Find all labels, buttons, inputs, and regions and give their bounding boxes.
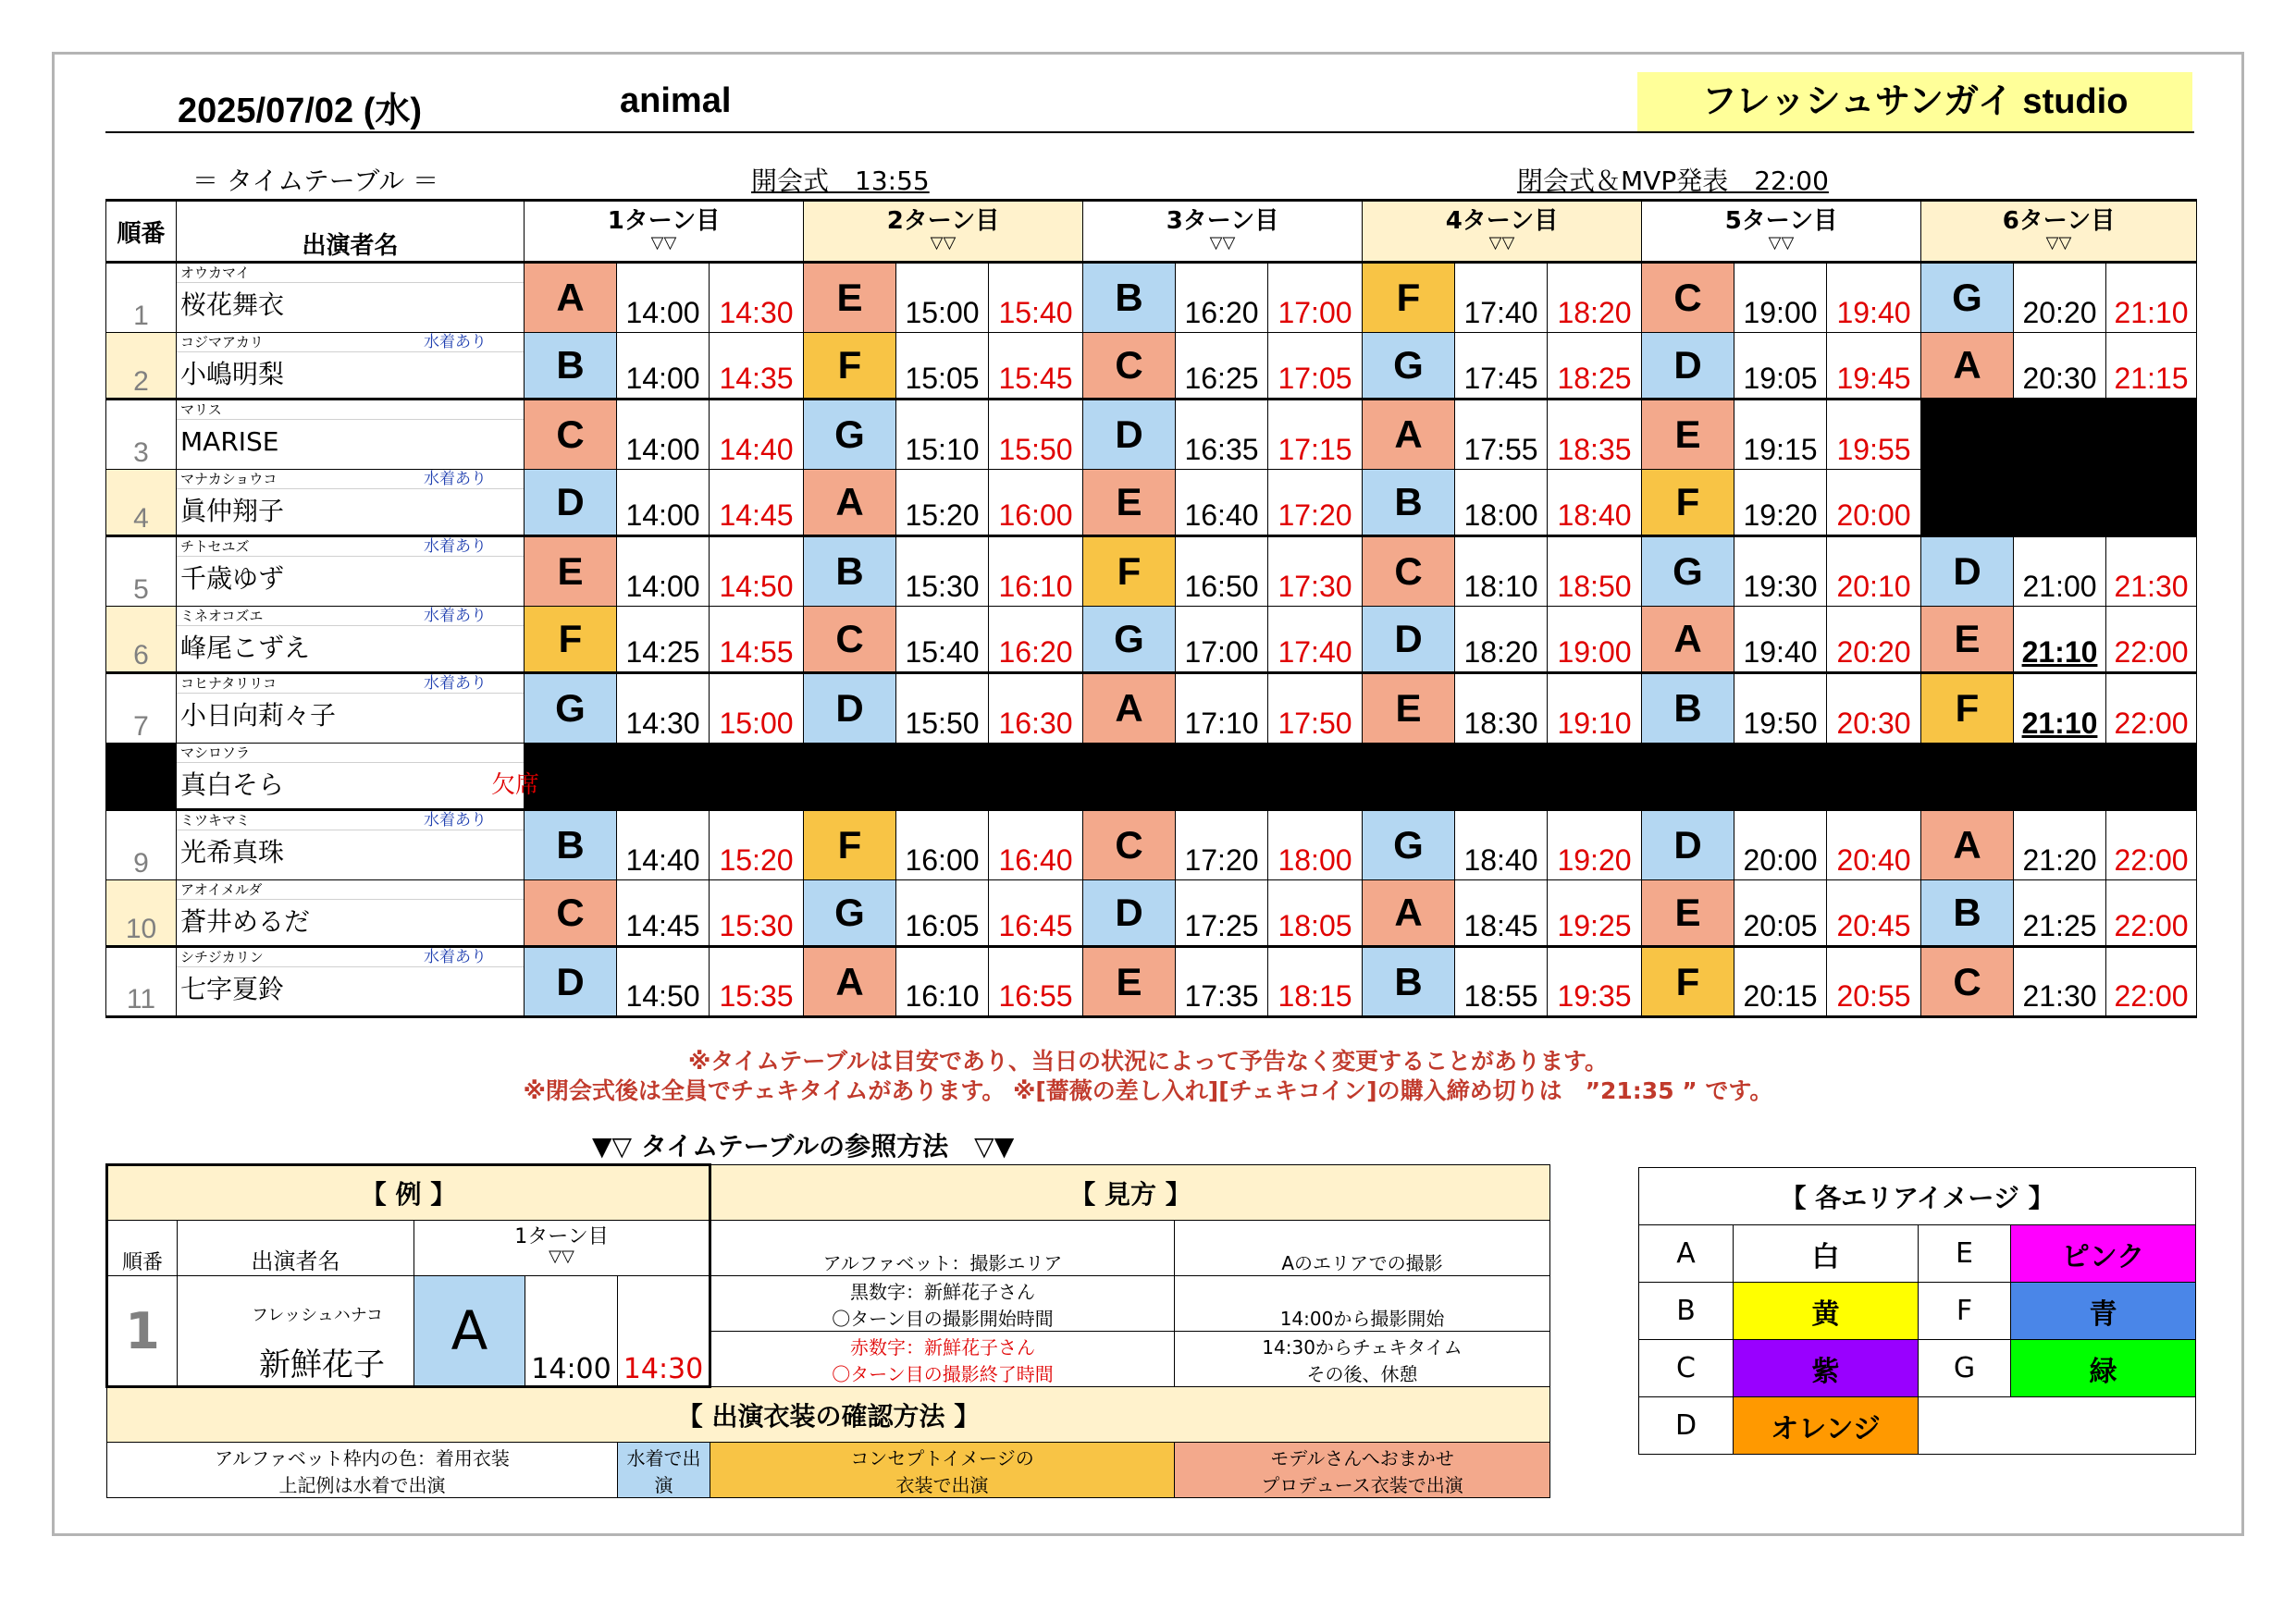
start-time: 18:40 — [1455, 810, 1548, 880]
performer-cell — [177, 673, 525, 744]
area-letter: B — [525, 333, 617, 400]
end-time: 16:40 — [989, 810, 1083, 880]
area-letter: B — [1642, 673, 1734, 744]
costume-desc: アルファベット枠内の色：着用衣装 上記例は水着で出演 — [107, 1443, 618, 1498]
area-letter: G — [1921, 263, 2014, 333]
area-letter: D — [1921, 536, 2014, 607]
performer-cell — [177, 333, 525, 400]
area-letter: D — [1083, 880, 1176, 947]
studio-name: フレッシュサンガイ studio — [1637, 72, 2192, 131]
area-letter: B — [525, 810, 617, 880]
area-letter: B — [1363, 470, 1455, 536]
start-time: 14:00 — [617, 536, 710, 607]
start-time: 15:20 — [896, 470, 989, 536]
row-order: 6 — [106, 607, 177, 673]
example-area: A — [414, 1276, 525, 1387]
end-time: 14:35 — [710, 333, 804, 400]
start-time: 16:25 — [1176, 333, 1268, 400]
costume-concept: コンセプトイメージの 衣装で出演 — [710, 1443, 1175, 1498]
start-time: 18:00 — [1455, 470, 1548, 536]
performer-name: 小日向莉々子 — [180, 700, 337, 731]
end-time: 17:50 — [1268, 673, 1363, 744]
end-time: 19:35 — [1548, 947, 1642, 1017]
start-time: 17:40 — [1455, 263, 1548, 333]
performer-cell — [177, 744, 540, 810]
area-letter: F — [804, 333, 896, 400]
header-divider — [105, 131, 2194, 133]
performer-cell — [177, 263, 525, 333]
swimsuit-badge: 水着あり — [424, 811, 487, 830]
start-time: 18:20 — [1455, 607, 1548, 673]
performer-kana: チトセユズ 水着あり — [177, 537, 524, 557]
start-time: 17:20 — [1176, 810, 1268, 880]
area-letter: C — [1083, 333, 1176, 400]
start-time: 18:10 — [1455, 536, 1548, 607]
end-time: 14:45 — [710, 470, 804, 536]
end-time: 14:40 — [710, 400, 804, 470]
row-order: 1 — [106, 263, 177, 333]
legend-swatch: 緑 — [2011, 1340, 2196, 1397]
swimsuit-badge: 水着あり — [424, 948, 487, 966]
end-time: 20:30 — [1827, 673, 1921, 744]
performer-name: 桜花舞衣 — [180, 289, 285, 320]
area-letter: A — [1921, 333, 2014, 400]
start-time: 21:30 — [2014, 947, 2106, 1017]
col-name-header: 出演者名 — [177, 201, 525, 263]
end-time: 14:55 — [710, 607, 804, 673]
end-time: 17:30 — [1268, 536, 1363, 607]
area-letter: F — [525, 607, 617, 673]
example-name-cell — [178, 1276, 414, 1387]
performer-kana: オウカマイ — [177, 264, 524, 283]
area-letter: A — [1083, 673, 1176, 744]
area-letter: B — [1083, 263, 1176, 333]
start-time: 17:35 — [1176, 947, 1268, 1017]
start-time: 21:10 — [2014, 607, 2106, 673]
end-time: 18:40 — [1548, 470, 1642, 536]
howto-r2a: 黒数字：新鮮花子さん 〇ターン目の撮影開始時間 — [710, 1276, 1175, 1332]
end-time: 20:40 — [1827, 810, 1921, 880]
start-time: 19:20 — [1734, 470, 1827, 536]
start-time: 15:00 — [896, 263, 989, 333]
end-time: 16:00 — [989, 470, 1083, 536]
start-time: 16:20 — [1176, 263, 1268, 333]
swimsuit-badge: 水着あり — [424, 607, 487, 625]
end-time: 15:20 — [710, 810, 804, 880]
performer-cell — [177, 536, 525, 607]
start-time: 17:25 — [1176, 880, 1268, 947]
legend-key: F — [1919, 1283, 2011, 1340]
performer-cell — [177, 607, 525, 673]
start-time: 16:35 — [1176, 400, 1268, 470]
row-order: 2 — [106, 333, 177, 400]
end-time: 18:50 — [1548, 536, 1642, 607]
legend-key: G — [1919, 1340, 2011, 1397]
row-order: 4 — [106, 470, 177, 536]
swimsuit-badge: 水着あり — [424, 674, 487, 693]
row-order: 5 — [106, 536, 177, 607]
performer-name: 小嶋明梨 — [180, 359, 285, 389]
end-time: 19:25 — [1548, 880, 1642, 947]
start-time: 15:50 — [896, 673, 989, 744]
end-time: 18:35 — [1548, 400, 1642, 470]
legend-title: 【 各エリアイメージ 】 — [1639, 1168, 2196, 1225]
turn-header-4: 4ターン目 ▽▽ — [1363, 201, 1642, 263]
start-time: 21:00 — [2014, 536, 2106, 607]
performer-kana: ミネオコズエ 水着あり — [177, 607, 524, 626]
area-letter: G — [1363, 810, 1455, 880]
legend-key: A — [1639, 1225, 1734, 1283]
col-order-header: 順番 — [106, 201, 177, 263]
area-letter: G — [804, 880, 896, 947]
empty-slot — [525, 744, 804, 810]
start-time: 15:05 — [896, 333, 989, 400]
area-letter: E — [1363, 673, 1455, 744]
row-order: 11 — [106, 947, 177, 1017]
end-time: 20:20 — [1827, 607, 1921, 673]
legend-key: C — [1639, 1340, 1734, 1397]
empty-slot — [1363, 744, 1642, 810]
end-time: 20:00 — [1827, 470, 1921, 536]
absent-badge: 欠席 — [491, 771, 540, 799]
performer-name: 千歳ゆず — [180, 563, 285, 594]
row-order: 3 — [106, 400, 177, 470]
performer-cell — [177, 470, 525, 536]
end-time: 17:00 — [1268, 263, 1363, 333]
event-date: 2025/07/02 (水) — [178, 92, 423, 130]
start-time: 16:00 — [896, 810, 989, 880]
start-time: 15:30 — [896, 536, 989, 607]
start-time: 21:20 — [2014, 810, 2106, 880]
performer-name: 七字夏鈴 — [180, 974, 285, 1004]
area-letter: E — [525, 536, 617, 607]
end-time: 14:50 — [710, 536, 804, 607]
end-time: 17:05 — [1268, 333, 1363, 400]
empty-slot — [1921, 400, 2197, 470]
end-time: 17:20 — [1268, 470, 1363, 536]
area-legend — [1638, 1167, 2196, 1455]
swimsuit-badge: 水着あり — [424, 537, 487, 556]
timetable-label: ＝ タイムテーブル ＝ — [192, 166, 439, 196]
end-time: 22:00 — [2106, 607, 2197, 673]
performer-kana: シチジカリン 水着あり — [177, 948, 524, 967]
turn-header-6: 6ターン目 ▽▽ — [1921, 201, 2197, 263]
area-letter: F — [804, 810, 896, 880]
end-time: 21:15 — [2106, 333, 2197, 400]
howto-label: 【 見方 】 — [710, 1165, 1550, 1221]
costume-label: 【 出演衣装の確認方法 】 — [107, 1387, 1550, 1443]
area-letter: G — [804, 400, 896, 470]
empty-slot — [1642, 744, 1921, 810]
performer-cell — [177, 947, 525, 1017]
performer-kana: マナカショウコ 水着あり — [177, 470, 524, 489]
end-time: 15:30 — [710, 880, 804, 947]
start-time: 20:20 — [2014, 263, 2106, 333]
area-letter: E — [1083, 947, 1176, 1017]
end-time: 18:05 — [1268, 880, 1363, 947]
performer-name: 峰尾こずえ — [180, 633, 311, 663]
legend-swatch: 青 — [2011, 1283, 2196, 1340]
end-time: 18:20 — [1548, 263, 1642, 333]
performer-name: 真白そら 欠席 — [177, 763, 524, 807]
example-turn-header: 1ターン目 ▽▽ — [414, 1221, 710, 1276]
area-letter: E — [1642, 400, 1734, 470]
area-letter: D — [1363, 607, 1455, 673]
empty-slot — [1921, 470, 2197, 536]
howto-r1b: Aのエリアでの撮影 — [1175, 1221, 1550, 1276]
area-letter: B — [1921, 880, 2014, 947]
start-time: 15:10 — [896, 400, 989, 470]
end-time: 14:30 — [710, 263, 804, 333]
area-letter: F — [1083, 536, 1176, 607]
area-letter: A — [1363, 880, 1455, 947]
howto-r3b: 14:30からチェキタイム その後、休憩 — [1175, 1332, 1550, 1387]
area-letter: C — [804, 607, 896, 673]
start-time: 21:10 — [2014, 673, 2106, 744]
area-letter: B — [804, 536, 896, 607]
end-time: 19:20 — [1548, 810, 1642, 880]
area-letter: C — [1363, 536, 1455, 607]
row-order: 10 — [106, 880, 177, 947]
turn-header-2: 2ターン目 ▽▽ — [804, 201, 1083, 263]
costume-swim: 水着で出演 — [618, 1443, 710, 1498]
start-time: 20:15 — [1734, 947, 1827, 1017]
legend-empty — [1919, 1397, 2196, 1455]
area-letter: E — [1083, 470, 1176, 536]
performer-kana: コジマアカリ 水着あり — [177, 333, 524, 352]
performer-cell — [177, 400, 525, 470]
example-col-order: 順番 — [107, 1221, 178, 1276]
start-time: 16:50 — [1176, 536, 1268, 607]
end-time: 18:25 — [1548, 333, 1642, 400]
performer-kana: マシロソラ — [177, 744, 524, 763]
start-time: 14:25 — [617, 607, 710, 673]
empty-slot — [1921, 744, 2197, 810]
legend-swatch: 黄 — [1734, 1283, 1919, 1340]
start-time: 17:00 — [1176, 607, 1268, 673]
performer-kana: ミツキマミ 水着あり — [177, 811, 524, 830]
legend-key: D — [1639, 1397, 1734, 1455]
performer-name: 眞仲翔子 — [180, 496, 285, 526]
costume-model: モデルさんへおまかせ プロデュース衣装で出演 — [1175, 1443, 1550, 1498]
area-letter: E — [1642, 880, 1734, 947]
start-time: 18:55 — [1455, 947, 1548, 1017]
area-letter: E — [804, 263, 896, 333]
start-time: 16:05 — [896, 880, 989, 947]
legend-swatch: 紫 — [1734, 1340, 1919, 1397]
start-time: 17:55 — [1455, 400, 1548, 470]
end-time: 19:00 — [1548, 607, 1642, 673]
performer-cell — [177, 880, 525, 947]
end-time: 19:10 — [1548, 673, 1642, 744]
end-time: 19:55 — [1827, 400, 1921, 470]
start-time: 16:10 — [896, 947, 989, 1017]
end-time: 16:55 — [989, 947, 1083, 1017]
end-time: 17:40 — [1268, 607, 1363, 673]
performer-kana: コヒナタリリコ 水着あり — [177, 674, 524, 694]
start-time: 18:30 — [1455, 673, 1548, 744]
area-letter: D — [804, 673, 896, 744]
area-letter: A — [525, 263, 617, 333]
legend-key: B — [1639, 1283, 1734, 1340]
start-time: 20:30 — [2014, 333, 2106, 400]
start-time: 19:05 — [1734, 333, 1827, 400]
area-letter: G — [1083, 607, 1176, 673]
area-letter: G — [1363, 333, 1455, 400]
guide-title: ▼▽ タイムテーブルの参照方法 ▽▼ — [592, 1131, 1015, 1162]
performer-name: 光希真珠 — [180, 837, 285, 867]
area-letter: F — [1642, 947, 1734, 1017]
start-time: 17:10 — [1176, 673, 1268, 744]
example-start: 14:00 — [525, 1276, 618, 1387]
end-time: 22:00 — [2106, 673, 2197, 744]
end-time: 16:20 — [989, 607, 1083, 673]
end-time: 16:10 — [989, 536, 1083, 607]
performer-kana: アオイメルダ — [177, 880, 524, 900]
legend-swatch: 白 — [1734, 1225, 1919, 1283]
start-time: 14:00 — [617, 263, 710, 333]
start-time: 20:00 — [1734, 810, 1827, 880]
end-time: 15:40 — [989, 263, 1083, 333]
legend-key: E — [1919, 1225, 2011, 1283]
area-letter: C — [525, 400, 617, 470]
start-time: 17:45 — [1455, 333, 1548, 400]
start-time: 14:00 — [617, 333, 710, 400]
example-order: 1 — [107, 1276, 178, 1387]
start-time: 19:15 — [1734, 400, 1827, 470]
note-line-1: ※タイムテーブルは目安であり、当日の状況によって予告なく変更することがあります。 — [687, 1048, 1609, 1075]
area-letter: A — [1642, 607, 1734, 673]
end-time: 16:45 — [989, 880, 1083, 947]
legend-swatch: ピンク — [2011, 1225, 2196, 1283]
end-time: 20:45 — [1827, 880, 1921, 947]
opening-time: 開会式 13:55 — [751, 166, 930, 196]
end-time: 15:45 — [989, 333, 1083, 400]
end-time: 21:30 — [2106, 536, 2197, 607]
turn-header-5: 5ターン目 ▽▽ — [1642, 201, 1921, 263]
swimsuit-badge: 水着あり — [424, 470, 487, 488]
swimsuit-badge: 水着あり — [424, 333, 487, 351]
note-line-2: ※閉会式後は全員でチェキタイムがあります。 ※[薔薇の差し入れ][チェキコイン]の購入締め切りは ”21:35 ” です。 — [523, 1077, 1773, 1104]
empty-slot — [1083, 744, 1363, 810]
area-letter: A — [804, 947, 896, 1017]
end-time: 15:35 — [710, 947, 804, 1017]
start-time: 18:45 — [1455, 880, 1548, 947]
example-col-name: 出演者名 — [178, 1221, 414, 1276]
end-time: 15:00 — [710, 673, 804, 744]
legend-swatch: オレンジ — [1734, 1397, 1919, 1455]
end-time: 22:00 — [2106, 880, 2197, 947]
area-letter: D — [1083, 400, 1176, 470]
start-time: 20:05 — [1734, 880, 1827, 947]
example-name: 新鮮花子 — [259, 1346, 385, 1383]
area-letter: C — [1921, 947, 2014, 1017]
performer-name: 蒼井めるだ — [180, 906, 311, 937]
start-time: 21:25 — [2014, 880, 2106, 947]
performer-kana: マリス — [177, 400, 524, 420]
start-time: 19:30 — [1734, 536, 1827, 607]
area-letter: D — [525, 470, 617, 536]
area-letter: A — [1363, 400, 1455, 470]
start-time: 19:00 — [1734, 263, 1827, 333]
end-time: 19:45 — [1827, 333, 1921, 400]
howto-r1a: アルファベット：撮影エリア — [710, 1221, 1175, 1276]
start-time: 15:40 — [896, 607, 989, 673]
closing-time: 閉会式＆MVP発表 22:00 — [1517, 166, 1829, 196]
area-letter: F — [1921, 673, 2014, 744]
end-time: 18:00 — [1268, 810, 1363, 880]
timetable — [105, 199, 2197, 1018]
start-time: 19:50 — [1734, 673, 1827, 744]
performer-name: MARISE — [180, 426, 279, 457]
start-time: 19:40 — [1734, 607, 1827, 673]
area-letter: A — [804, 470, 896, 536]
start-time: 14:45 — [617, 880, 710, 947]
start-time: 14:00 — [617, 400, 710, 470]
area-letter: C — [525, 880, 617, 947]
start-time: 14:40 — [617, 810, 710, 880]
end-time: 20:55 — [1827, 947, 1921, 1017]
end-time: 22:00 — [2106, 810, 2197, 880]
area-letter: B — [1363, 947, 1455, 1017]
area-letter: D — [1642, 333, 1734, 400]
start-time: 16:40 — [1176, 470, 1268, 536]
performer-cell — [177, 810, 525, 880]
start-time: 14:30 — [617, 673, 710, 744]
event-theme: animal — [620, 81, 732, 120]
example-kana: フレッシュハナコ — [252, 1306, 384, 1325]
area-letter: E — [1921, 607, 2014, 673]
area-letter: G — [1642, 536, 1734, 607]
area-letter: G — [525, 673, 617, 744]
end-time: 22:00 — [2106, 947, 2197, 1017]
end-time: 18:15 — [1268, 947, 1363, 1017]
end-time: 16:30 — [989, 673, 1083, 744]
turn-header-1: 1ターン目 ▽▽ — [525, 201, 804, 263]
area-letter: A — [1921, 810, 2014, 880]
area-letter: C — [1083, 810, 1176, 880]
reference-guide — [105, 1163, 1550, 1498]
example-label: 【 例 】 — [107, 1165, 710, 1221]
end-time: 17:15 — [1268, 400, 1363, 470]
end-time: 19:40 — [1827, 263, 1921, 333]
area-letter: C — [1642, 263, 1734, 333]
start-time: 14:00 — [617, 470, 710, 536]
turn-header-3: 3ターン目 ▽▽ — [1083, 201, 1363, 263]
example-end: 14:30 — [618, 1276, 710, 1387]
end-time: 20:10 — [1827, 536, 1921, 607]
empty-slot — [804, 744, 1083, 810]
start-time: 14:50 — [617, 947, 710, 1017]
row-order — [106, 744, 177, 810]
howto-r3a: 赤数字：新鮮花子さん 〇ターン目の撮影終了時間 — [710, 1332, 1175, 1387]
area-letter: D — [1642, 810, 1734, 880]
end-time: 21:10 — [2106, 263, 2197, 333]
area-letter: D — [525, 947, 617, 1017]
area-letter: F — [1642, 470, 1734, 536]
row-order: 7 — [106, 673, 177, 744]
howto-r2b: 14:00から撮影開始 — [1175, 1276, 1550, 1332]
row-order: 9 — [106, 810, 177, 880]
end-time: 15:50 — [989, 400, 1083, 470]
area-letter: F — [1363, 263, 1455, 333]
